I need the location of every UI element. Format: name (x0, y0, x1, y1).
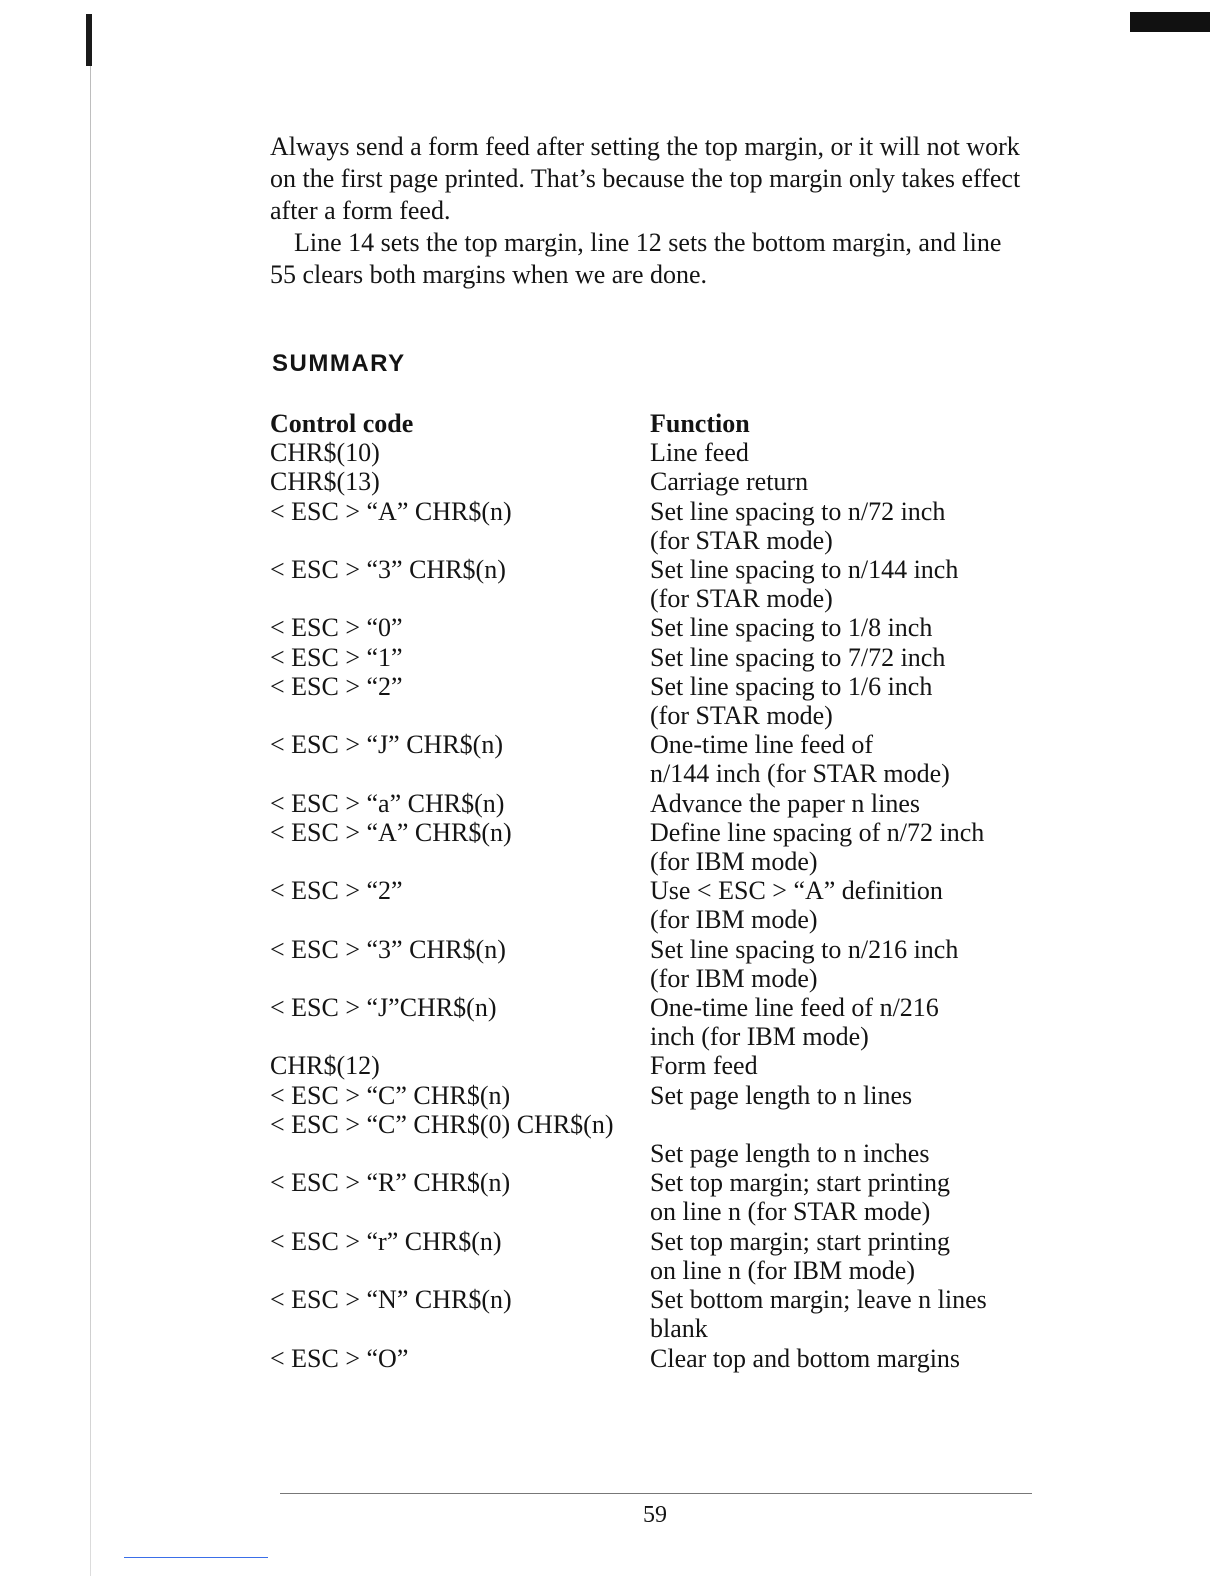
function-line: n/144 inch (for STAR mode) (650, 759, 950, 789)
table-row (270, 643, 1060, 672)
function-description (650, 730, 1060, 788)
function-line: One-time line feed of (650, 730, 874, 760)
table-row (270, 467, 1060, 496)
footer-rule (280, 1493, 1032, 1494)
function-line: Set line spacing to n/144 inch (650, 555, 959, 585)
function-line: Set line spacing to n/216 inch (650, 934, 959, 964)
table-row (270, 730, 1060, 788)
control-code: CHR$(12) (270, 1051, 380, 1081)
summary-table (270, 409, 1060, 1373)
function-description (650, 1227, 1060, 1285)
function-description (650, 935, 1060, 993)
control-code: < ESC > “0” (270, 613, 403, 643)
function-description (650, 993, 1060, 1051)
table-header (270, 409, 1060, 438)
function-line: inch (for IBM mode) (650, 1022, 869, 1052)
control-code: < ESC > “C” CHR$(0) CHR$(n) (270, 1109, 614, 1139)
table-body (270, 438, 1060, 1373)
bottom-underline (124, 1557, 268, 1558)
function-line: on line n (for IBM mode) (650, 1255, 916, 1285)
binding-edge (90, 66, 91, 1576)
function-line: Clear top and bottom margins (650, 1343, 961, 1373)
function-description (650, 1285, 1060, 1343)
function-line: (for IBM mode) (650, 847, 818, 877)
control-code: < ESC > “3” CHR$(n) (270, 934, 506, 964)
function-line: One-time line feed of n/216 (650, 993, 939, 1023)
function-line: Set bottom margin; leave n lines (650, 1285, 987, 1315)
control-code: < ESC > “a” CHR$(n) (270, 788, 505, 818)
function-line: Carriage return (650, 467, 809, 497)
function-description (650, 876, 1060, 934)
control-code: < ESC > “A” CHR$(n) (270, 496, 512, 526)
header-function: Function (650, 409, 750, 438)
function-line: Line feed (650, 438, 749, 468)
control-code: < ESC > “2” (270, 671, 403, 701)
table-row (270, 789, 1060, 818)
table-row (270, 1285, 1060, 1343)
function-line: Set page length to n lines (650, 1080, 913, 1110)
control-code: CHR$(13) (270, 467, 380, 497)
table-row (270, 1110, 1060, 1139)
header-control-code: Control code (270, 409, 414, 438)
control-code: < ESC > “C” CHR$(n) (270, 1080, 511, 1110)
function-description (650, 818, 1060, 876)
control-code: < ESC > “2” (270, 876, 403, 906)
control-code: < ESC > “O” (270, 1343, 409, 1373)
table-row (270, 497, 1060, 555)
section-title: SUMMARY (272, 350, 406, 377)
function-line: (for STAR mode) (650, 525, 833, 555)
control-code: < ESC > “J”CHR$(n) (270, 993, 497, 1023)
control-code: < ESC > “A” CHR$(n) (270, 817, 512, 847)
table-row (270, 993, 1060, 1051)
table-row (270, 818, 1060, 876)
function-description (650, 467, 1060, 496)
function-line: Set line spacing to 7/72 inch (650, 642, 946, 672)
function-line: Define line spacing of n/72 inch (650, 817, 985, 847)
function-description: Set page length to n inches (650, 1139, 930, 1169)
function-description (650, 438, 1060, 467)
function-description (650, 643, 1060, 672)
function-line: Form feed (650, 1051, 758, 1081)
function-description (650, 497, 1060, 555)
function-description (650, 613, 1060, 642)
table-row (270, 438, 1060, 467)
table-row (270, 1051, 1060, 1080)
function-line: Set top margin; start printing (650, 1168, 950, 1198)
page-number: 59 (643, 1502, 667, 1528)
table-row (270, 1227, 1060, 1285)
control-code: < ESC > “R” CHR$(n) (270, 1168, 511, 1198)
function-description (650, 1344, 1060, 1373)
binding-mark (86, 14, 92, 66)
function-line: blank (650, 1314, 708, 1344)
table-row (270, 555, 1060, 613)
function-description (650, 1051, 1060, 1080)
function-line: Advance the paper n lines (650, 788, 921, 818)
function-description (650, 672, 1060, 730)
paragraph-form-feed: Always send a form feed after setting the top margin, or it will not work on the first page printed. That’s because the top margin only takes effect after a form feed. (270, 132, 1021, 225)
function-line: on line n (for STAR mode) (650, 1197, 931, 1227)
corner-mark (1130, 12, 1210, 32)
control-code: < ESC > “1” (270, 642, 403, 672)
table-row (270, 613, 1060, 642)
control-code: < ESC > “J” CHR$(n) (270, 730, 503, 760)
function-line: (for IBM mode) (650, 963, 818, 993)
function-line: Set line spacing to 1/6 inch (650, 671, 933, 701)
function-description (650, 555, 1060, 613)
table-row (270, 935, 1060, 993)
control-code: CHR$(10) (270, 438, 380, 468)
table-row (270, 1168, 1060, 1226)
function-line: (for STAR mode) (650, 701, 833, 731)
table-row (270, 876, 1060, 934)
function-description (650, 1081, 1060, 1110)
function-line: Set line spacing to n/72 inch (650, 496, 946, 526)
control-code: < ESC > “3” CHR$(n) (270, 555, 506, 585)
function-line: Set top margin; start printing (650, 1226, 950, 1256)
function-line: Set line spacing to 1/8 inch (650, 613, 933, 643)
paragraph-margins: Line 14 sets the top margin, line 12 sets the bottom margin, and line 55 clears both margins when we are done. (270, 228, 1002, 289)
function-line: (for IBM mode) (650, 905, 818, 935)
table-row (270, 1344, 1060, 1373)
control-code: < ESC > “N” CHR$(n) (270, 1285, 512, 1315)
function-description (650, 1168, 1060, 1226)
control-code: < ESC > “r” CHR$(n) (270, 1226, 502, 1256)
function-line: Use < ESC > “A” definition (650, 876, 943, 906)
table-row (270, 1081, 1060, 1110)
table-row (270, 672, 1060, 730)
function-line: (for STAR mode) (650, 584, 833, 614)
function-description (650, 789, 1060, 818)
